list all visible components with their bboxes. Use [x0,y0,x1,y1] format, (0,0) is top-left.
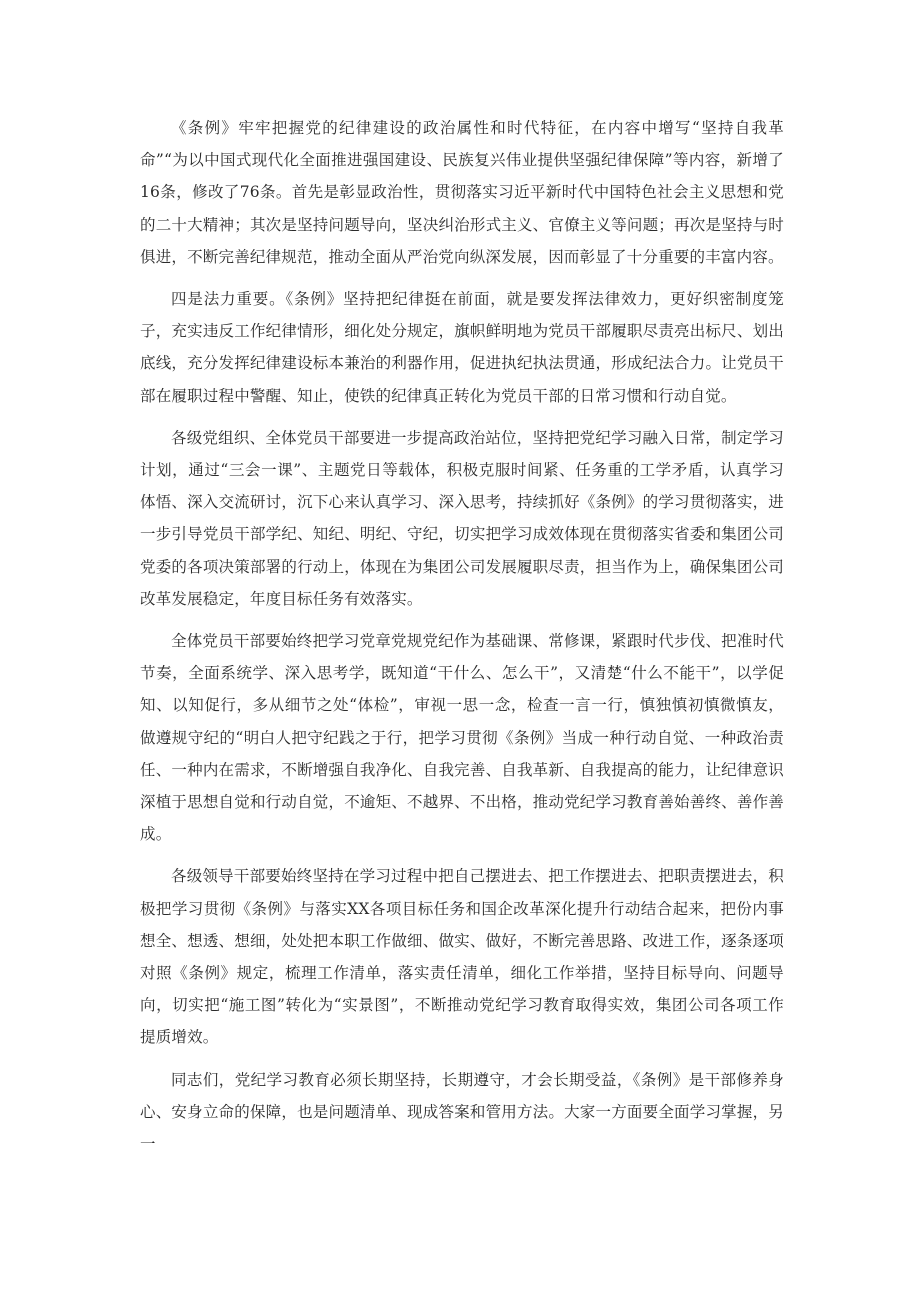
document-body [140,112,784,1170]
paragraph-comrades: 同志们，党纪学习教育必须长期坚持，长期遵守，才会长期受益，《条例》是干部修养身心、安身立命的保障，也是问题清单、现成答案和管用方法。大家一方面要全面学习掌握，另一 [140,1070,784,1154]
paragraph-party-organizations: 各级党组织、全体党员干部要进一步提高政治站位，坚持把党纪学习融入日常，制定学习计划，通过“三会一课”、主题党日等载体，积极克服时间紧、任务重的工学矛盾，认真学习体悟、深入交流研讨，沉下心来认真学习、深入思考，持续抓好《条例》的学习贯彻落实，进一步引导党员干部学纪、知纪、明纪、守纪，切实把学习成效体现在贯彻落实省委和集团公司党委的各项决策部署的行动上，体现在为集团公司发展履职尽责，担当作为上，确保集团公司改革发展稳定，年度目标任务有效落实。 [140,428,784,608]
paragraph-all-party-members: 全体党员干部要始终把学习党章党规党纪作为基础课、常修课，紧跟时代步伐、把准时代节奏，全面系统学、深入思考学，既知道“干什么、怎么干”，又清楚“什么不能干”，以学促知、以知促行，多从细节之处“体检”，审视一思一念，检查一言一行，慎独慎初慎微慎友，做遵规守纪的“明白人把守纪践之于行，把学习贯彻《条例》当成一种行动自觉、一种政治责任、一种内在需求，不断增强自我净化、自我完善、自我革新、自我提高的能力，让纪律意识深植于思想自觉和行动自觉，不逾矩、不越界、不出格，推动党纪学习教育善始善终、善作善成。 [140,632,784,844]
paragraph-legal-force: 四是法力重要。《条例》坚持把纪律挺在前面，就是要发挥法律效力，更好织密制度笼子，充实违反工作纪律情形，细化处分规定，旗帜鲜明地为党员干部履职尽责亮出标尺、划出底线，充分发挥纪律建设标本兼治的利器作用，促进执纪执法贯通，形成纪法合力。让党员干部在履职过程中警醒、知止，使铁的纪律真正转化为党员干部的日常习惯和行动自觉。 [140,290,784,405]
paragraph-leading-cadres: 各级领导干部要始终坚持在学习过程中把自己摆进去、把工作摆进去、把职责摆进去，积极把学习贯彻《条例》与落实XX各项目标任务和国企改革深化提升行动结合起来，把份内事想全、想透、想细，处处把本职工作做细、做实、做好，不断完善思路、改进工作，逐条逐项对照《条例》规定，梳理工作清单，落实责任清单，细化工作举措，坚持目标导向、问题导向，切实把“施工图”转化为“实景图”，不断推动党纪学习教育取得实效，集团公司各项工作提质增效。 [140,867,784,1047]
paragraph-regulations-features: 《条例》牢牢把握党的纪律建设的政治属性和时代特征，在内容中增写“坚持自我革命”“为以中国式现代化全面推进强国建设、民族复兴伟业提供坚强纪律保障”等内容，新增了16条，修改了76条。首先是彰显政治性，贯彻落实习近平新时代中国特色社会主义思想和党的二十大精神；其次是坚持问题导向，坚决纠治形式主义、官僚主义等问题；再次是坚持与时俱进，不断完善纪律规范，推动全面从严治党向纵深发展，因而彰显了十分重要的丰富内容。 [140,119,784,266]
